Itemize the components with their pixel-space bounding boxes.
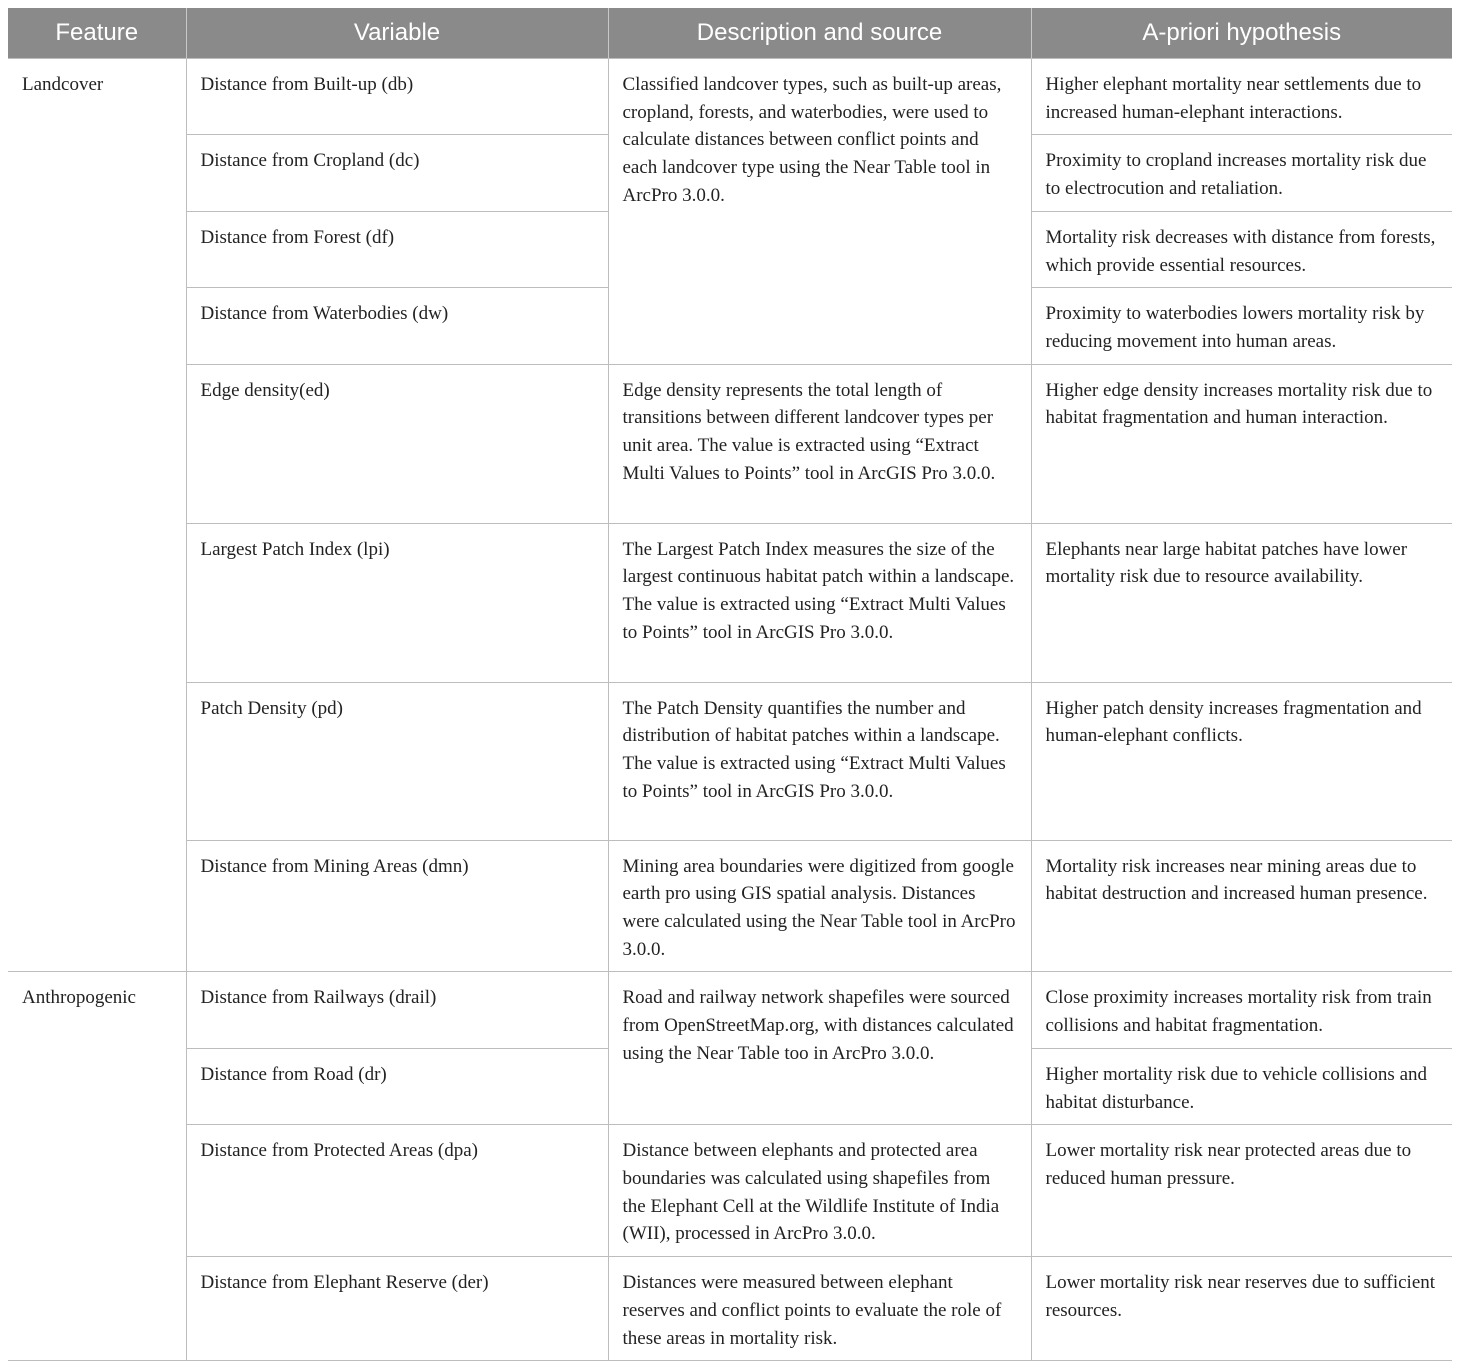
hypothesis-cell: Higher mortality risk due to vehicle collisions and habitat disturbance.	[1031, 1048, 1452, 1124]
description-cell: Distance between elephants and protected area boundaries was calculated using shapefiles from the Elephant Cell at the Wildlife Institute of India (WII), processed in ArcPro 3.0.0.	[608, 1125, 1031, 1257]
description-cell: Edge density represents the total length of transitions between different landcover types per unit area. The value is extracted using “Extract Multi Values to Points” tool in ArcGIS Pro 3.0.0.	[608, 364, 1031, 523]
variable-cell: Distance from Mining Areas (dmn)	[186, 840, 608, 972]
variable-cell: Edge density(ed)	[186, 364, 608, 523]
table-row	[8, 523, 1452, 682]
description-cell: The Patch Density quantifies the number and distribution of habitat patches within a landscape. The value is extracted using “Extract Multi Values to Points” tool in ArcGIS Pro 3.0.0.	[608, 682, 1031, 840]
variable-cell: Distance from Railways (drail)	[186, 972, 608, 1048]
hypothesis-cell: Higher patch density increases fragmentation and human-elephant conflicts.	[1031, 682, 1452, 840]
variable-cell: Patch Density (pd)	[186, 682, 608, 840]
hypothesis-cell: Mortality risk increases near mining areas due to habitat destruction and increased human presence.	[1031, 840, 1452, 972]
description-cell: The Largest Patch Index measures the size of the largest continuous habitat patch within a landscape. The value is extracted using “Extract Multi Values to Points” tool in ArcGIS Pro 3.0.0.	[608, 523, 1031, 682]
header-feature: Feature	[8, 8, 186, 59]
hypothesis-cell: Higher edge density increases mortality risk due to habitat fragmentation and human interaction.	[1031, 364, 1452, 523]
variables-table	[8, 8, 1452, 1361]
variable-cell: Distance from Forest (df)	[186, 211, 608, 287]
hypothesis-cell: Proximity to waterbodies lowers mortality risk by reducing movement into human areas.	[1031, 288, 1452, 364]
header-variable: Variable	[186, 8, 608, 59]
table-row	[8, 1125, 1452, 1257]
hypothesis-cell: Elephants near large habitat patches have lower mortality risk due to resource availability.	[1031, 523, 1452, 682]
variable-cell: Distance from Cropland (dc)	[186, 135, 608, 211]
hypothesis-cell: Proximity to cropland increases mortality risk due to electrocution and retaliation.	[1031, 135, 1452, 211]
variable-cell: Largest Patch Index (lpi)	[186, 523, 608, 682]
variable-cell: Distance from Elephant Reserve (der)	[186, 1257, 608, 1361]
description-cell: Mining area boundaries were digitized from google earth pro using GIS spatial analysis. Distances were calculated using the Near Table tool in ArcPro 3.0.0.	[608, 840, 1031, 972]
feature-landcover: Landcover	[8, 59, 186, 972]
table-row	[8, 364, 1452, 523]
hypothesis-cell: Higher elephant mortality near settlements due to increased human-elephant interactions.	[1031, 59, 1452, 135]
header-row	[8, 8, 1452, 59]
variable-cell: Distance from Protected Areas (dpa)	[186, 1125, 608, 1257]
variable-cell: Distance from Built-up (db)	[186, 59, 608, 135]
table-row	[8, 1257, 1452, 1361]
description-cell: Classified landcover types, such as built-up areas, cropland, forests, and waterbodies, were used to calculate distances between conflict points and each landcover type using the Near Table tool in ArcPro 3.0.0.	[608, 59, 1031, 365]
table-row	[8, 972, 1452, 1048]
hypothesis-cell: Lower mortality risk near protected areas due to reduced human pressure.	[1031, 1125, 1452, 1257]
feature-anthropogenic: Anthropogenic	[8, 972, 186, 1361]
table-row	[8, 682, 1452, 840]
description-cell: Road and railway network shapefiles were sourced from OpenStreetMap.org, with distances calculated using the Near Table too in ArcPro 3.0.0.	[608, 972, 1031, 1125]
table-row	[8, 59, 1452, 135]
header-hypothesis: A-priori hypothesis	[1031, 8, 1452, 59]
hypothesis-cell: Close proximity increases mortality risk from train collisions and habitat fragmentation.	[1031, 972, 1452, 1048]
table-row	[8, 840, 1452, 972]
header-description: Description and source	[608, 8, 1031, 59]
hypothesis-cell: Mortality risk decreases with distance from forests, which provide essential resources.	[1031, 211, 1452, 287]
variable-cell: Distance from Road (dr)	[186, 1048, 608, 1124]
variable-cell: Distance from Waterbodies (dw)	[186, 288, 608, 364]
description-cell: Distances were measured between elephant reserves and conflict points to evaluate the role of these areas in mortality risk.	[608, 1257, 1031, 1361]
hypothesis-cell: Lower mortality risk near reserves due to sufficient resources.	[1031, 1257, 1452, 1361]
